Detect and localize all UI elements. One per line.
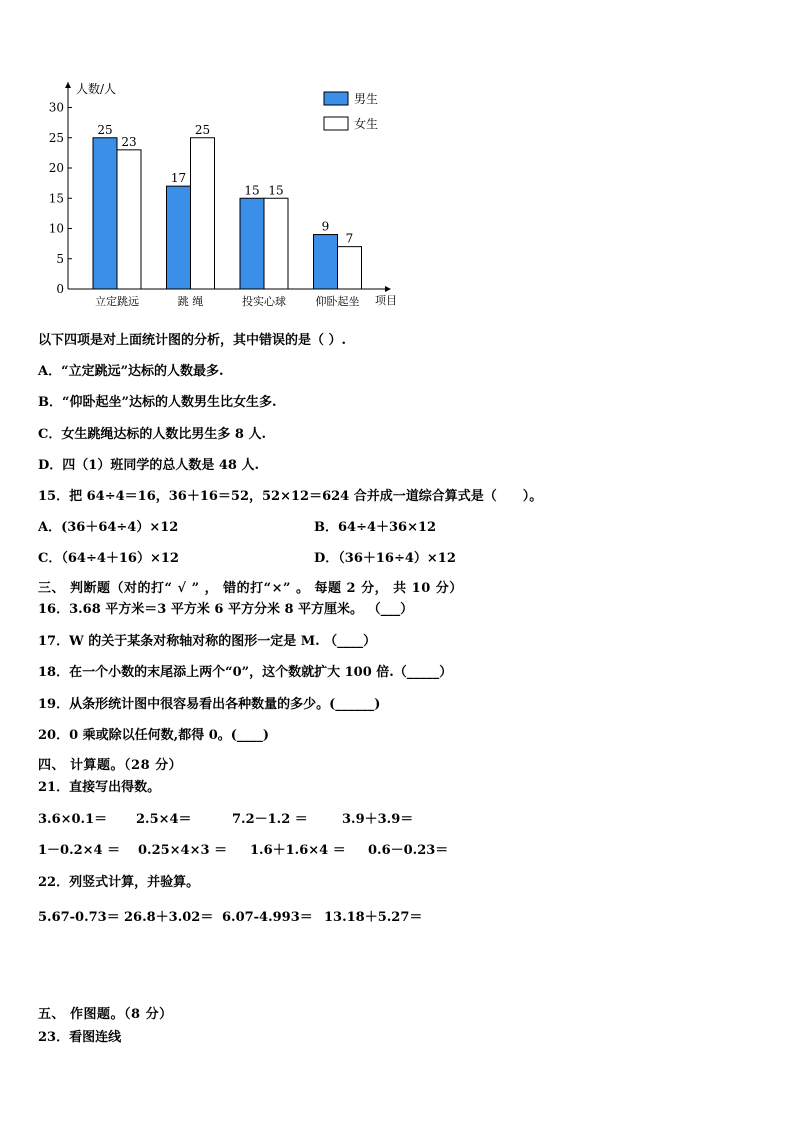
y-tick-label: 10: [48, 221, 64, 236]
x-tick-label: 仰卧起坐: [315, 295, 360, 308]
section-5-heading: 五、 作图题。（8 分）: [38, 1007, 173, 1022]
q14-option-d: D．四（1）班同学的总人数是 48 人.: [38, 458, 259, 473]
x-tick-label: 投实心球: [242, 295, 286, 308]
bar-girls: [264, 198, 288, 289]
data-label: 25: [97, 122, 113, 137]
q21-item: 3.6×0.1＝: [38, 812, 108, 827]
data-label: 25: [194, 122, 211, 137]
y-tick-label: 30: [48, 100, 64, 115]
y-tick-label: 15: [48, 191, 64, 206]
q15-option-d: D．（36＋16÷4）×12: [314, 551, 456, 566]
q15-option-b: B．64÷4＋36×12: [314, 520, 437, 535]
q19: 19．从条形统计图中很容易看出各种数量的多少。(______): [38, 697, 381, 712]
q15-option-c: C．（64÷4＋16）×12: [38, 551, 179, 566]
q21-item: 0.25×4×3 ＝: [138, 843, 228, 858]
q14-stem: 以下四项是对上面统计图的分析，其中错误的是（ ）.: [38, 333, 347, 348]
bar-chart: [0, 70, 420, 320]
legend-swatch: [324, 117, 348, 130]
x-axis-title: 项目: [375, 294, 397, 307]
data-label: 9: [321, 219, 330, 234]
y-tick-label: 0: [56, 282, 64, 296]
x-tick-label: 立定跳远: [95, 295, 139, 308]
bar-boys: [167, 186, 191, 289]
q15-option-a: A．(36＋64÷4）×12: [38, 520, 179, 535]
q21-item: 7.2－1.2 ＝: [232, 812, 308, 827]
bar-boys: [314, 235, 338, 289]
section-4-heading: 四、 计算题。（28 分）: [38, 758, 183, 773]
section-3-heading: 三、 判断题（对的打“ √ ” ， 错的打“×” 。 每题 2 分， 共 10 分）: [38, 581, 463, 596]
data-label: 15: [268, 183, 284, 198]
legend-swatch: [324, 92, 348, 105]
q14-option-a: A．“立定跳远”达标的人数最多.: [38, 364, 224, 379]
q22-item: 13.18＋5.27＝: [324, 910, 423, 925]
q14-option-b: B．“仰卧起坐”达标的人数男生比女生多.: [38, 395, 277, 410]
legend-label: 女生: [354, 117, 379, 131]
q21-item: 2.5×4＝: [136, 812, 192, 827]
data-label: 17: [170, 171, 187, 186]
q21-item: 1－0.2×4 ＝: [38, 843, 121, 858]
y-tick-label: 20: [48, 161, 64, 175]
q18: 18．在一个小数的末尾添上两个“0”，这个数就扩大 100 倍.（_____）: [38, 665, 453, 680]
q16: 16．3.68 平方米＝3 平方米 6 平方分米 8 平方厘米。 （___）: [38, 602, 414, 617]
q21-item: 0.6－0.23＝: [368, 843, 449, 858]
data-label: 15: [244, 183, 260, 198]
bar-girls: [191, 138, 215, 289]
x-tick-label: 跳 绳: [177, 295, 204, 308]
q20: 20．0 乘或除以任何数,都得 0。(____): [38, 728, 270, 743]
y-axis-arrow: [65, 82, 71, 88]
y-tick-label: 5: [56, 251, 64, 266]
q17: 17．W 的关于某条对称轴对称的图形一定是 M. （____）: [38, 634, 377, 649]
y-axis-title: 人数/人: [76, 82, 117, 96]
q21-stem: 21．直接写出得数。: [38, 780, 161, 795]
q21-item: 1.6＋1.6×4 ＝: [250, 843, 346, 858]
q22-item: 5.67-0.73＝: [38, 910, 120, 925]
bar-boys: [240, 198, 264, 289]
y-tick-label: 25: [48, 130, 64, 145]
bar-girls: [338, 247, 362, 289]
q22-stem: 22．列竖式计算，并验算。: [38, 875, 200, 890]
q22-item: 26.8＋3.02＝: [124, 910, 214, 925]
bar-boys: [93, 138, 117, 289]
legend-label: 男生: [354, 92, 379, 106]
q14-option-c: C．女生跳绳达标的人数比男生多 8 人.: [38, 427, 266, 442]
q23: 23．看图连线: [38, 1030, 122, 1045]
q22-item: 6.07-4.993＝: [222, 910, 313, 925]
q21-item: 3.9＋3.9＝: [342, 812, 414, 827]
data-label: 7: [345, 231, 354, 246]
q15-stem: 15．把 64÷4＝16，36＋16＝52，52×12＝624 合并成一道综合算式是（ ）。: [38, 489, 543, 504]
bar-girls: [117, 150, 141, 289]
x-axis-arrow: [385, 286, 391, 292]
data-label: 23: [121, 134, 137, 149]
